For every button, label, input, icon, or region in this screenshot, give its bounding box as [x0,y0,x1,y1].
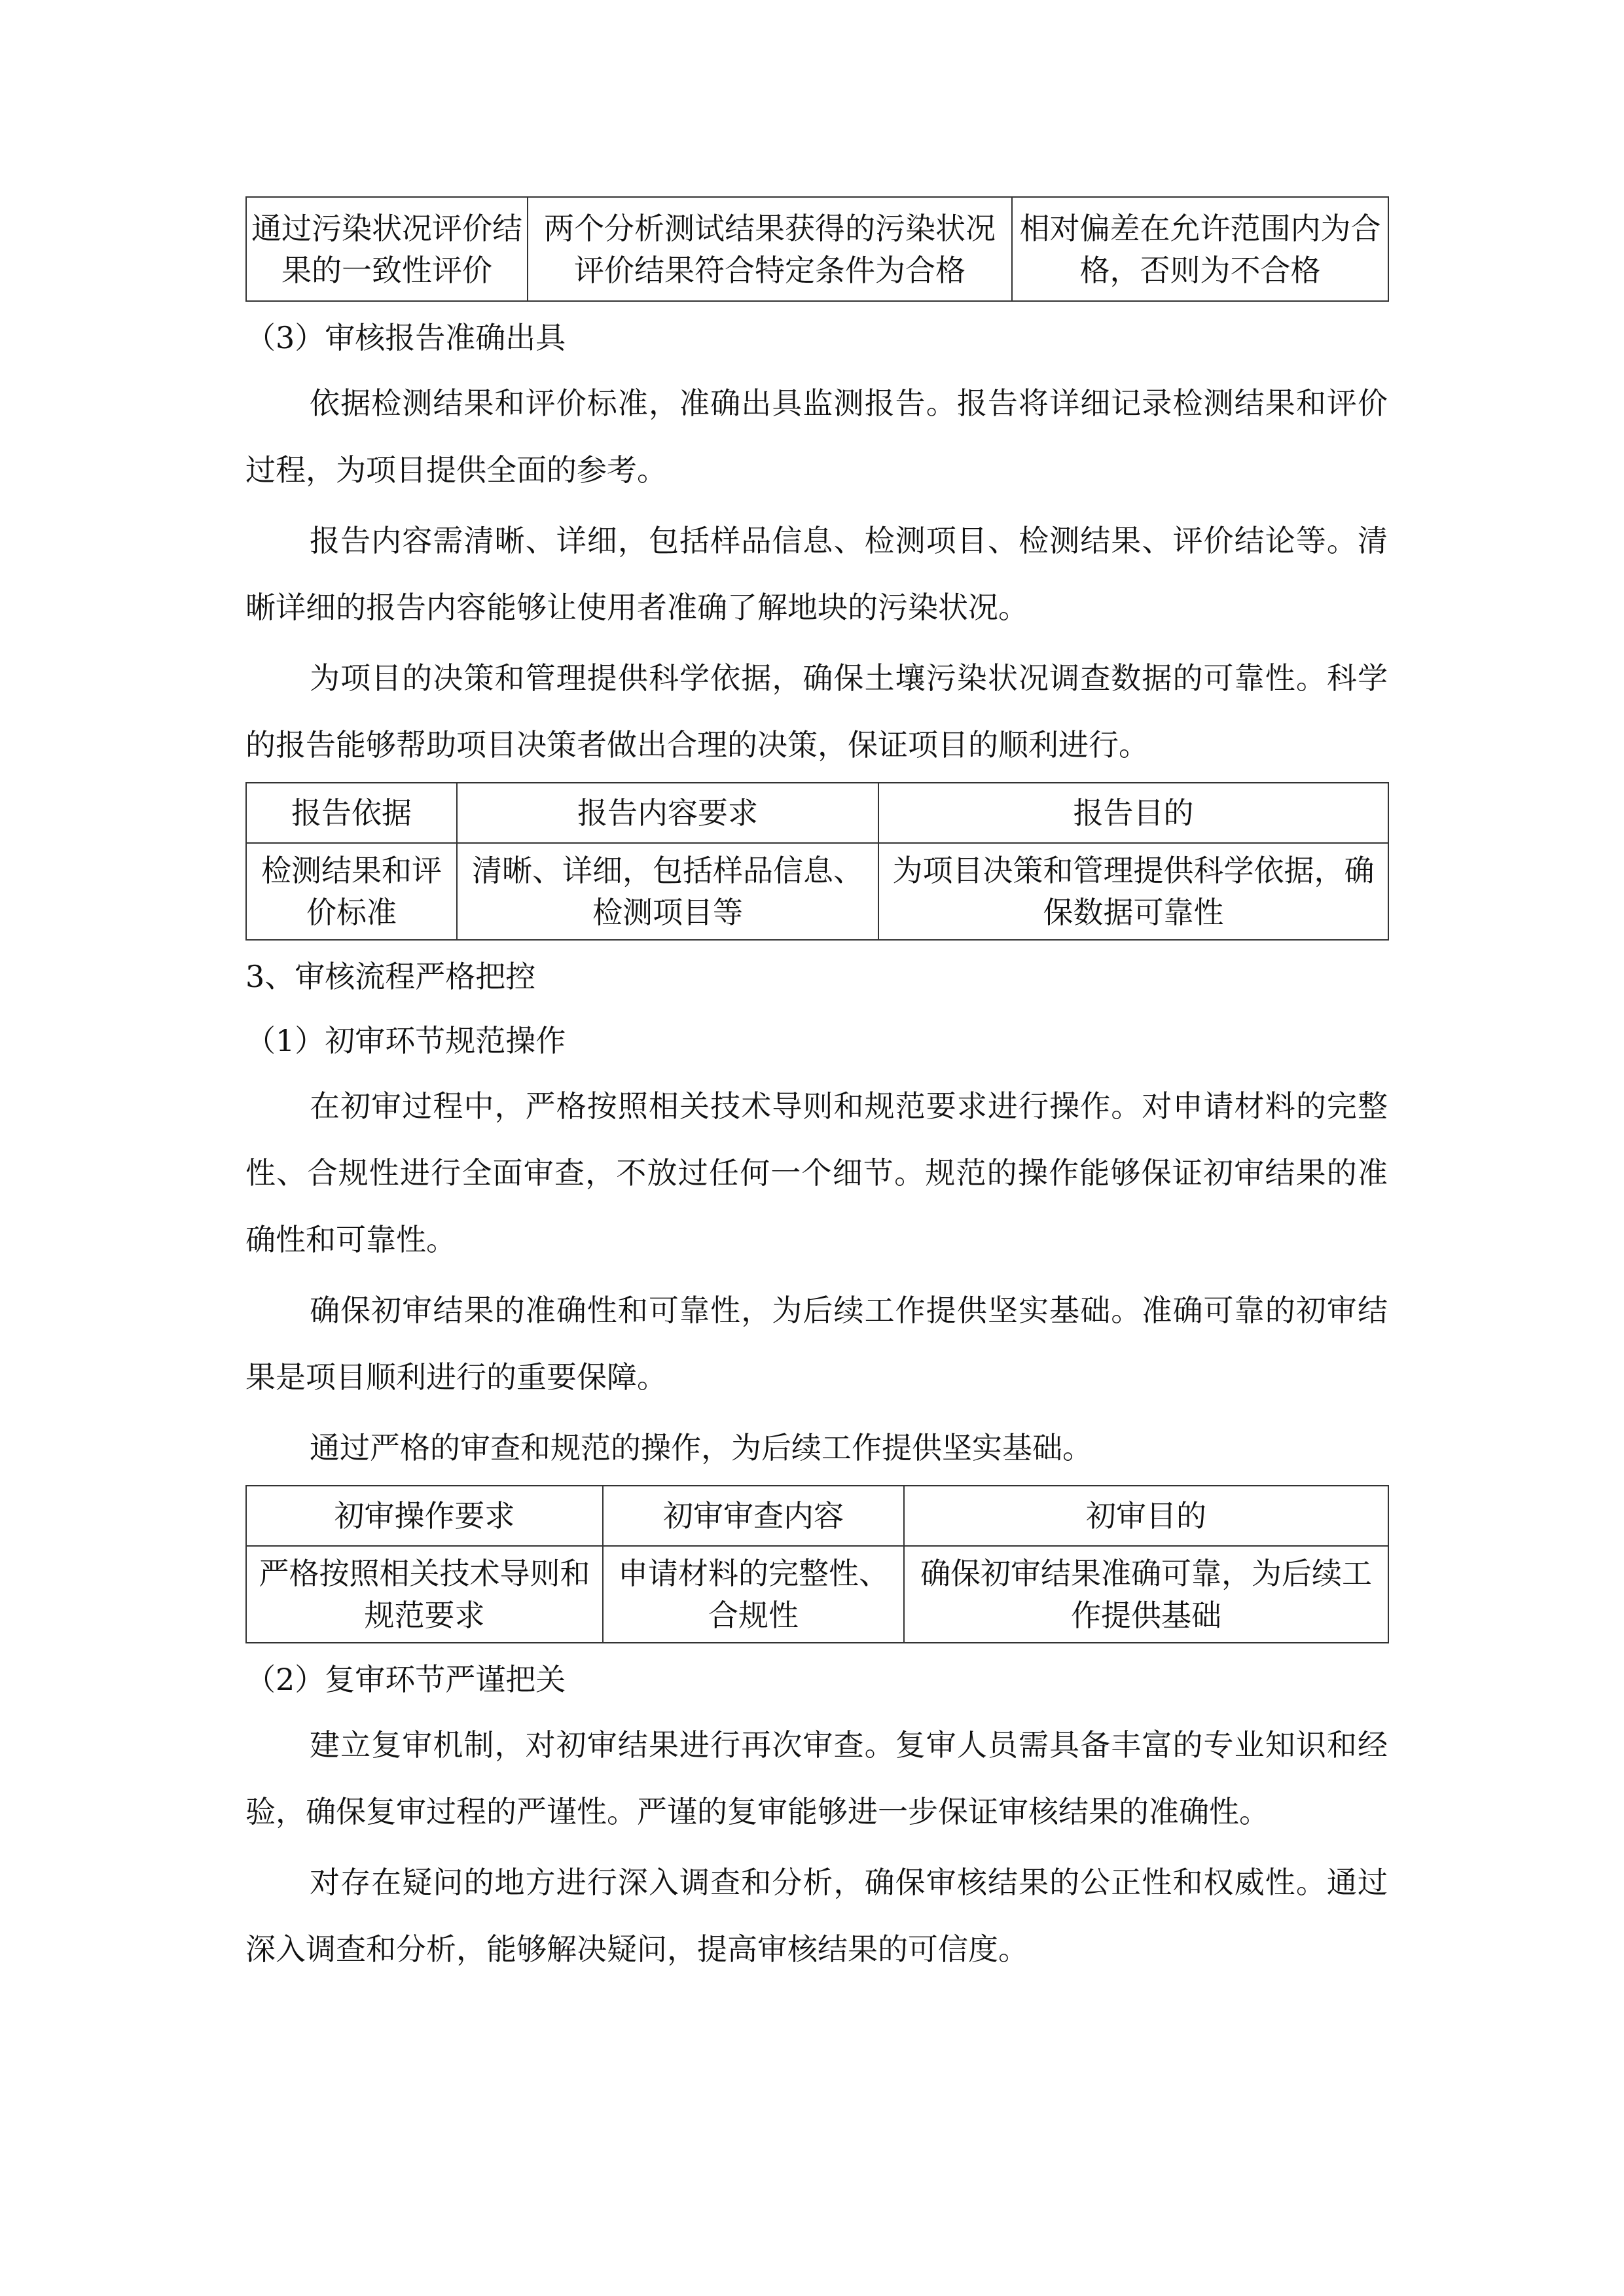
subsection-heading: （2）复审环节严谨把关 [245,1662,566,1697]
table-header-cell: 报告内容要求 [457,783,878,843]
table-header-cell: 初审操作要求 [246,1486,603,1546]
table-cell: 为项目决策和管理提供科学依据，确保数据可靠性 [878,843,1388,940]
table-cell: 两个分析测试结果获得的污染状况评价结果符合特定条件为合格 [528,197,1012,301]
table-row [246,1546,1388,1643]
table-header-cell: 初审目的 [904,1486,1388,1546]
paragraph: 确保初审结果的准确性和可靠性，为后续工作提供坚实基础。准确可靠的初审结果是项目顺利进行的重要保障。 [245,1293,1388,1395]
report-table [245,782,1389,941]
paragraph: 建立复审机制，对初审结果进行再次审查。复审人员需具备丰富的专业知识和经验，确保复审过程的严谨性。严谨的复审能够进一步保证审核结果的准确性。 [245,1727,1388,1829]
paragraph: 对存在疑问的地方进行深入调查和分析，确保审核结果的公正性和权威性。通过深入调查和分析，能够解决疑问，提高审核结果的可信度。 [245,1865,1388,1967]
paragraph: 报告内容需清晰、详细，包括样品信息、检测项目、检测结果、评价结论等。清晰详细的报告内容能够让使用者准确了解地块的污染状况。 [245,523,1388,625]
table-cell: 相对偏差在允许范围内为合格，否则为不合格 [1012,197,1388,301]
subsection-heading: （1）初审环节规范操作 [245,1023,566,1058]
table-header-cell: 报告目的 [878,783,1388,843]
table-row [246,843,1388,940]
table-cell: 申请材料的完整性、合规性 [603,1546,904,1643]
table-cell: 清晰、详细，包括样品信息、检测项目等 [457,843,878,940]
table-header-cell: 初审审查内容 [603,1486,904,1546]
table-cell: 检测结果和评价标准 [246,843,457,940]
document-page [245,196,1388,1986]
paragraph: 为项目的决策和管理提供科学依据，确保土壤污染状况调查数据的可靠性。科学的报告能够帮助项目决策者做出合理的决策，保证项目的顺利进行。 [245,660,1388,762]
table-header-row [246,1486,1388,1546]
section-heading: （3）审核报告准确出具 [245,320,566,355]
table-cell: 严格按照相关技术导则和规范要求 [246,1546,603,1643]
section-heading: 3、审核流程严格把控 [245,959,536,994]
table-header-row [246,783,1388,843]
initial-review-table [245,1485,1389,1643]
table-header-cell: 报告依据 [246,783,457,843]
paragraph: 依据检测结果和评价标准，准确出具监测报告。报告将详细记录检测结果和评价过程，为项目提供全面的参考。 [245,386,1388,488]
table-cell: 通过污染状况评价结果的一致性评价 [246,197,528,301]
paragraph: 在初审过程中，严格按照相关技术导则和规范要求进行操作。对申请材料的完整性、合规性进行全面审查，不放过任何一个细节。规范的操作能够保证初审结果的准确性和可靠性。 [245,1088,1388,1257]
evaluation-table [245,196,1389,302]
table-cell: 确保初审结果准确可靠，为后续工作提供基础 [904,1546,1388,1643]
paragraph: 通过严格的审查和规范的操作，为后续工作提供坚实基础。 [310,1430,1092,1465]
table-row [246,197,1388,301]
